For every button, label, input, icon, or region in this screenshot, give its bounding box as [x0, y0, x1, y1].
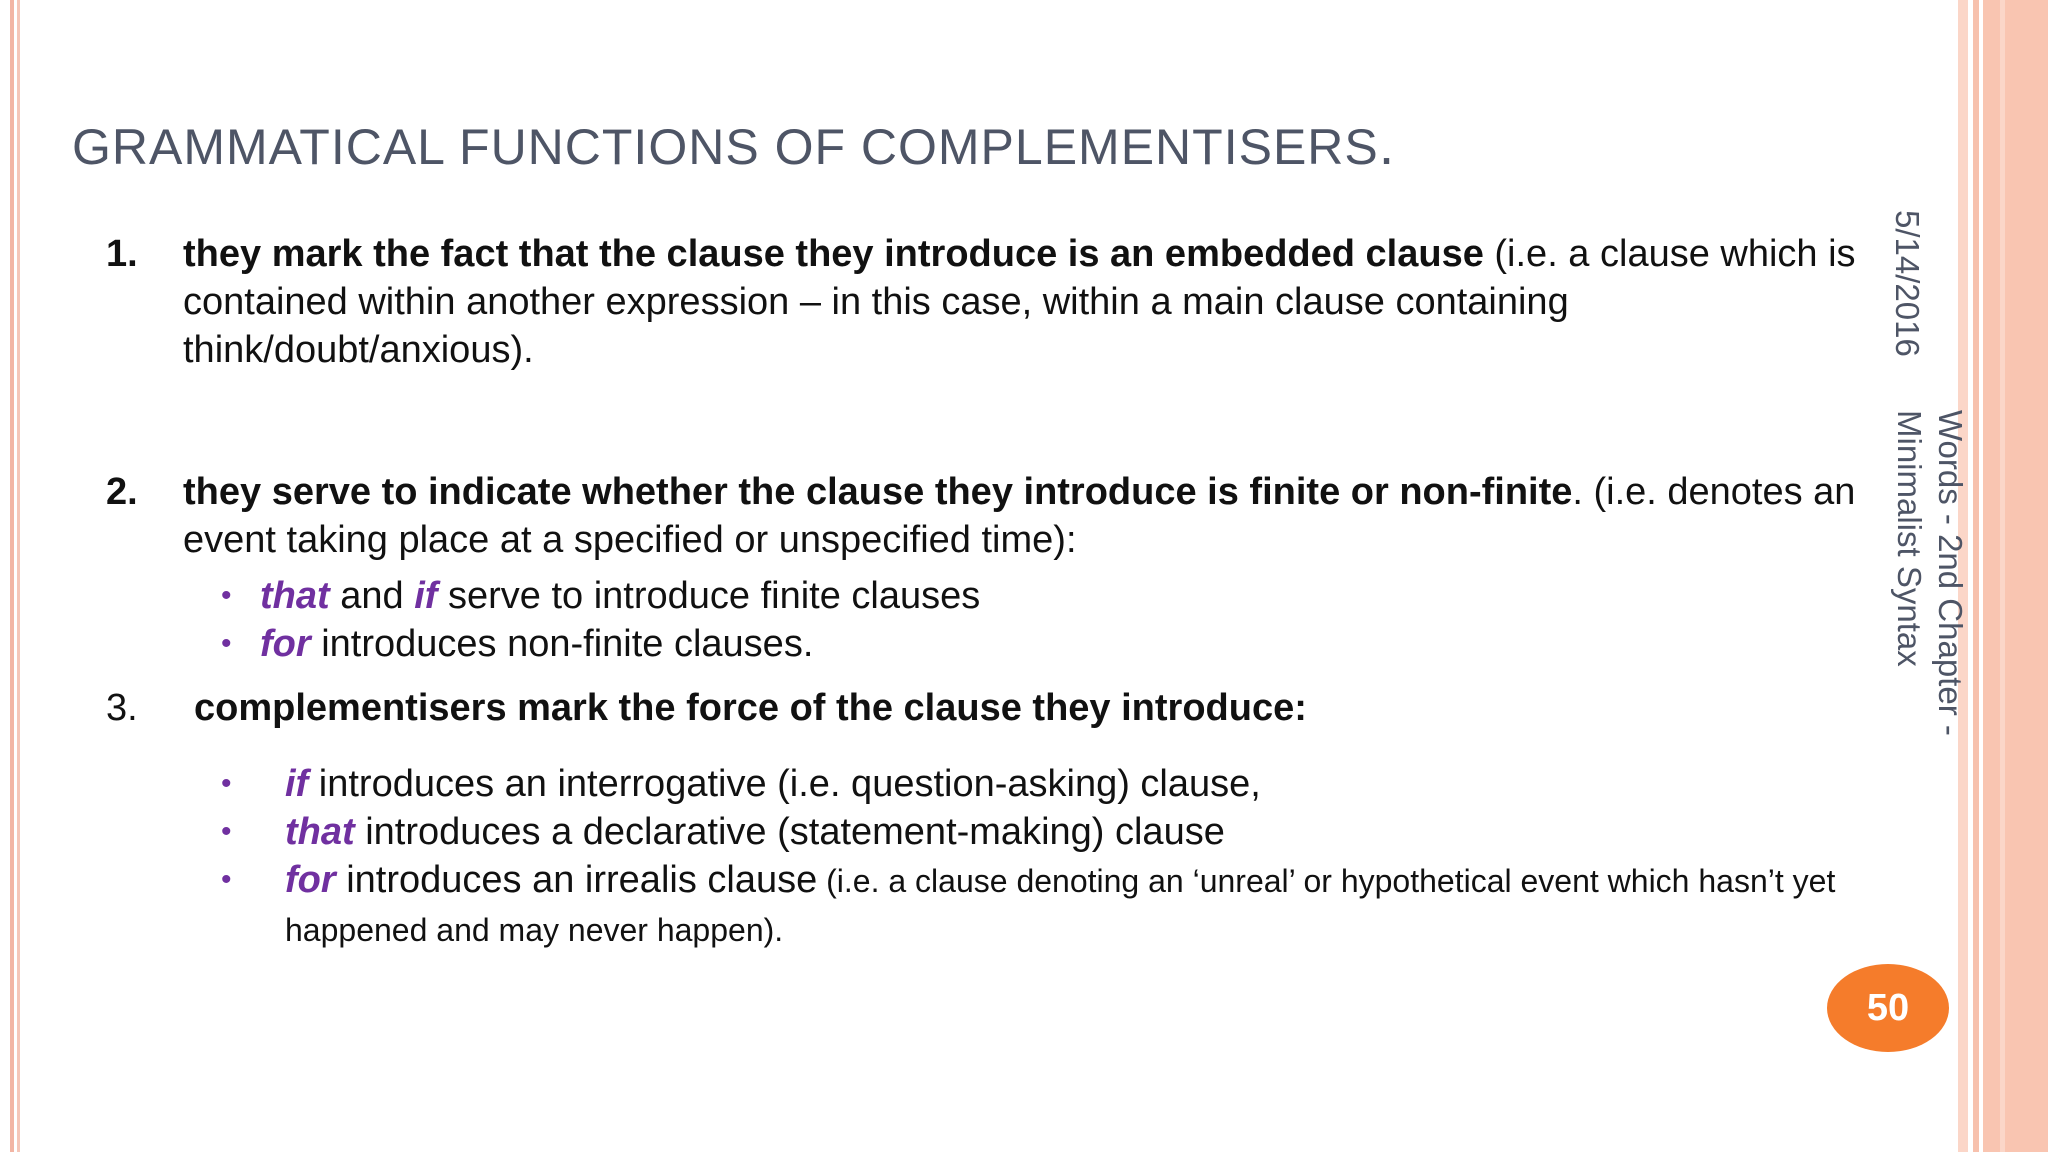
slide-content	[106, 230, 1886, 954]
slide-date: 5/14/2016	[1889, 210, 1926, 357]
numbered-point-3	[106, 684, 1886, 954]
right-border-stripe	[2000, 0, 2005, 1152]
keyword-if: if	[414, 575, 438, 617]
point-3-bullets	[194, 760, 1886, 954]
list-item	[106, 760, 1886, 808]
numbered-point-2	[106, 468, 1886, 668]
slide-title-period: .	[1378, 113, 1396, 176]
keyword-that: that	[260, 575, 330, 617]
point-number: 1.	[106, 233, 138, 275]
keyword-for: for	[260, 623, 311, 665]
bullet-icon: •	[221, 627, 232, 660]
point-2-text: . (i.e. denotes an event taking place at a specified or unspecified time):	[183, 471, 1856, 561]
numbered-point-1	[106, 230, 1886, 374]
course-title-line-1: Words - 2nd Chapter -	[1932, 410, 1969, 736]
bullet-icon: •	[221, 863, 232, 896]
left-border-stripe	[10, 0, 14, 1152]
list-item-text: introduces an irrealis clause	[335, 859, 818, 901]
list-item-text: introduces an interrogative (i.e. question-asking) clause,	[308, 763, 1261, 805]
point-2-bullets	[183, 572, 1886, 668]
keyword-that: that	[285, 811, 355, 853]
point-number: 2.	[106, 471, 138, 513]
keyword-if: if	[285, 763, 309, 805]
list-item	[106, 856, 1886, 954]
point-2-bold-text: they serve to indicate whether the clause they introduce is finite or non-finite	[183, 471, 1573, 513]
list-item-text: serve to introduce finite clauses	[437, 575, 981, 617]
list-item-text: introduces non-finite clauses.	[310, 623, 814, 665]
slide-title-text: GRAMMATICAL FUNCTIONS OF COMPLEMENTISERS	[72, 119, 1379, 175]
keyword-for: for	[285, 859, 336, 901]
point-1-text: (i.e. a clause which is contained within another expression – in this case, within a main clause containing think/doubt/anxious).	[183, 233, 1856, 371]
point-number: 3.	[106, 687, 138, 729]
left-border-stripe	[17, 0, 20, 1152]
course-title-line-2: Minimalist Syntax	[1891, 410, 1928, 667]
list-item-text: introduces a declarative (statement-making) clause	[354, 811, 1225, 853]
right-border-stripe	[1983, 0, 2048, 1152]
page-number-badge: 50	[1827, 964, 1949, 1052]
bullet-icon: •	[221, 767, 232, 800]
point-1-bold-text: they mark the fact that the clause they introduce is an embedded clause	[183, 233, 1484, 275]
bullet-icon: •	[221, 579, 232, 612]
point-3-bold-text: complementisers mark the force of the clause they introduce:	[194, 687, 1307, 729]
list-item	[106, 808, 1886, 856]
list-item-note: (i.e. a clause denoting an ‘unreal’ or hypothetical event which hasn’t yet happened and may never happen).	[285, 863, 1836, 948]
bullet-icon: •	[221, 815, 232, 848]
list-item	[106, 620, 1886, 668]
list-item	[106, 572, 1886, 620]
slide-title	[72, 112, 1395, 177]
list-item-text: and	[329, 575, 415, 617]
